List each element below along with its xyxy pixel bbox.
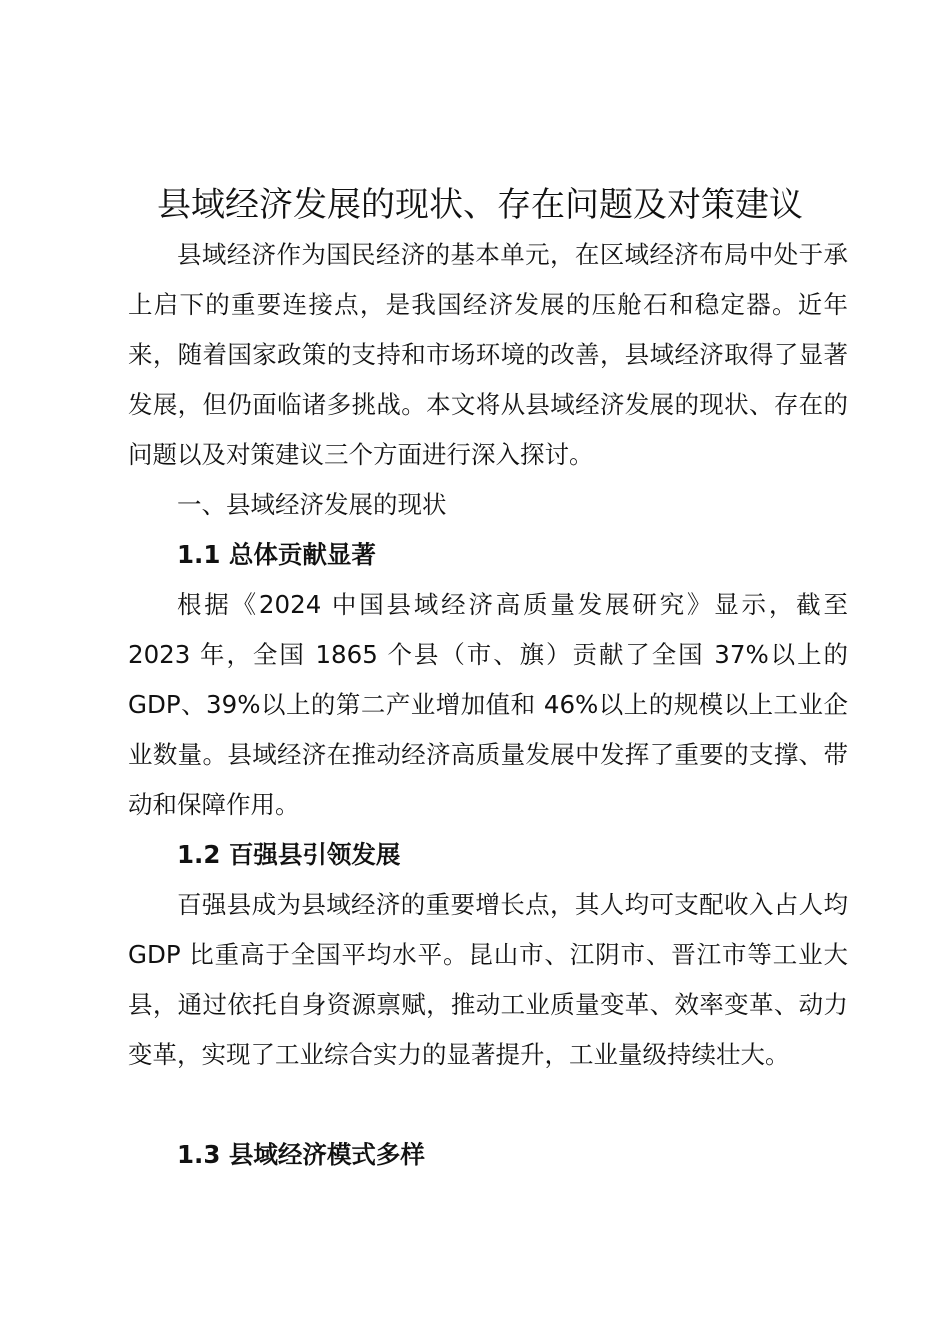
subsection-1-1-heading: 1.1 总体贡献显著	[177, 540, 376, 569]
subsection-1-2-paragraph: 百强县成为县域经济的重要增长点，其人均可支配收入占人均 GDP 比重高于全国平均水平。昆山市、江阴市、晋江市等工业大县，通过依托自身资源禀赋，推动工业质量变革、效率变革、动力变革，实现了工业综合实力的显著提升，工业量级持续壮大。	[128, 890, 848, 1069]
subsection-1-2-heading: 1.2 百强县引领发展	[177, 840, 401, 869]
document-title: 县域经济发展的现状、存在问题及对策建议	[157, 185, 803, 225]
section-1-heading: 一、县域经济发展的现状	[177, 490, 447, 519]
subsection-1-1-paragraph: 根据《2024 中国县域经济高质量发展研究》显示，截至2023 年，全国 1865 个县（市、旗）贡献了全国 37%以上的 GDP、39%以上的第二产业增加值和 46%以上的规模以上工业企业数量。县域经济在推动经济高质量发展中发挥了重要的支撑、带动和保障作用。	[128, 590, 848, 819]
intro-paragraph: 县域经济作为国民经济的基本单元，在区域经济布局中处于承上启下的重要连接点，是我国经济发展的压舱石和稳定器。近年来，随着国家政策的支持和市场环境的改善，县域经济取得了显著发展，但仍面临诸多挑战。本文将从县域经济发展的现状、存在的问题以及对策建议三个方面进行深入探讨。	[128, 240, 848, 469]
subsection-1-3-heading: 1.3 县域经济模式多样	[177, 1140, 425, 1169]
